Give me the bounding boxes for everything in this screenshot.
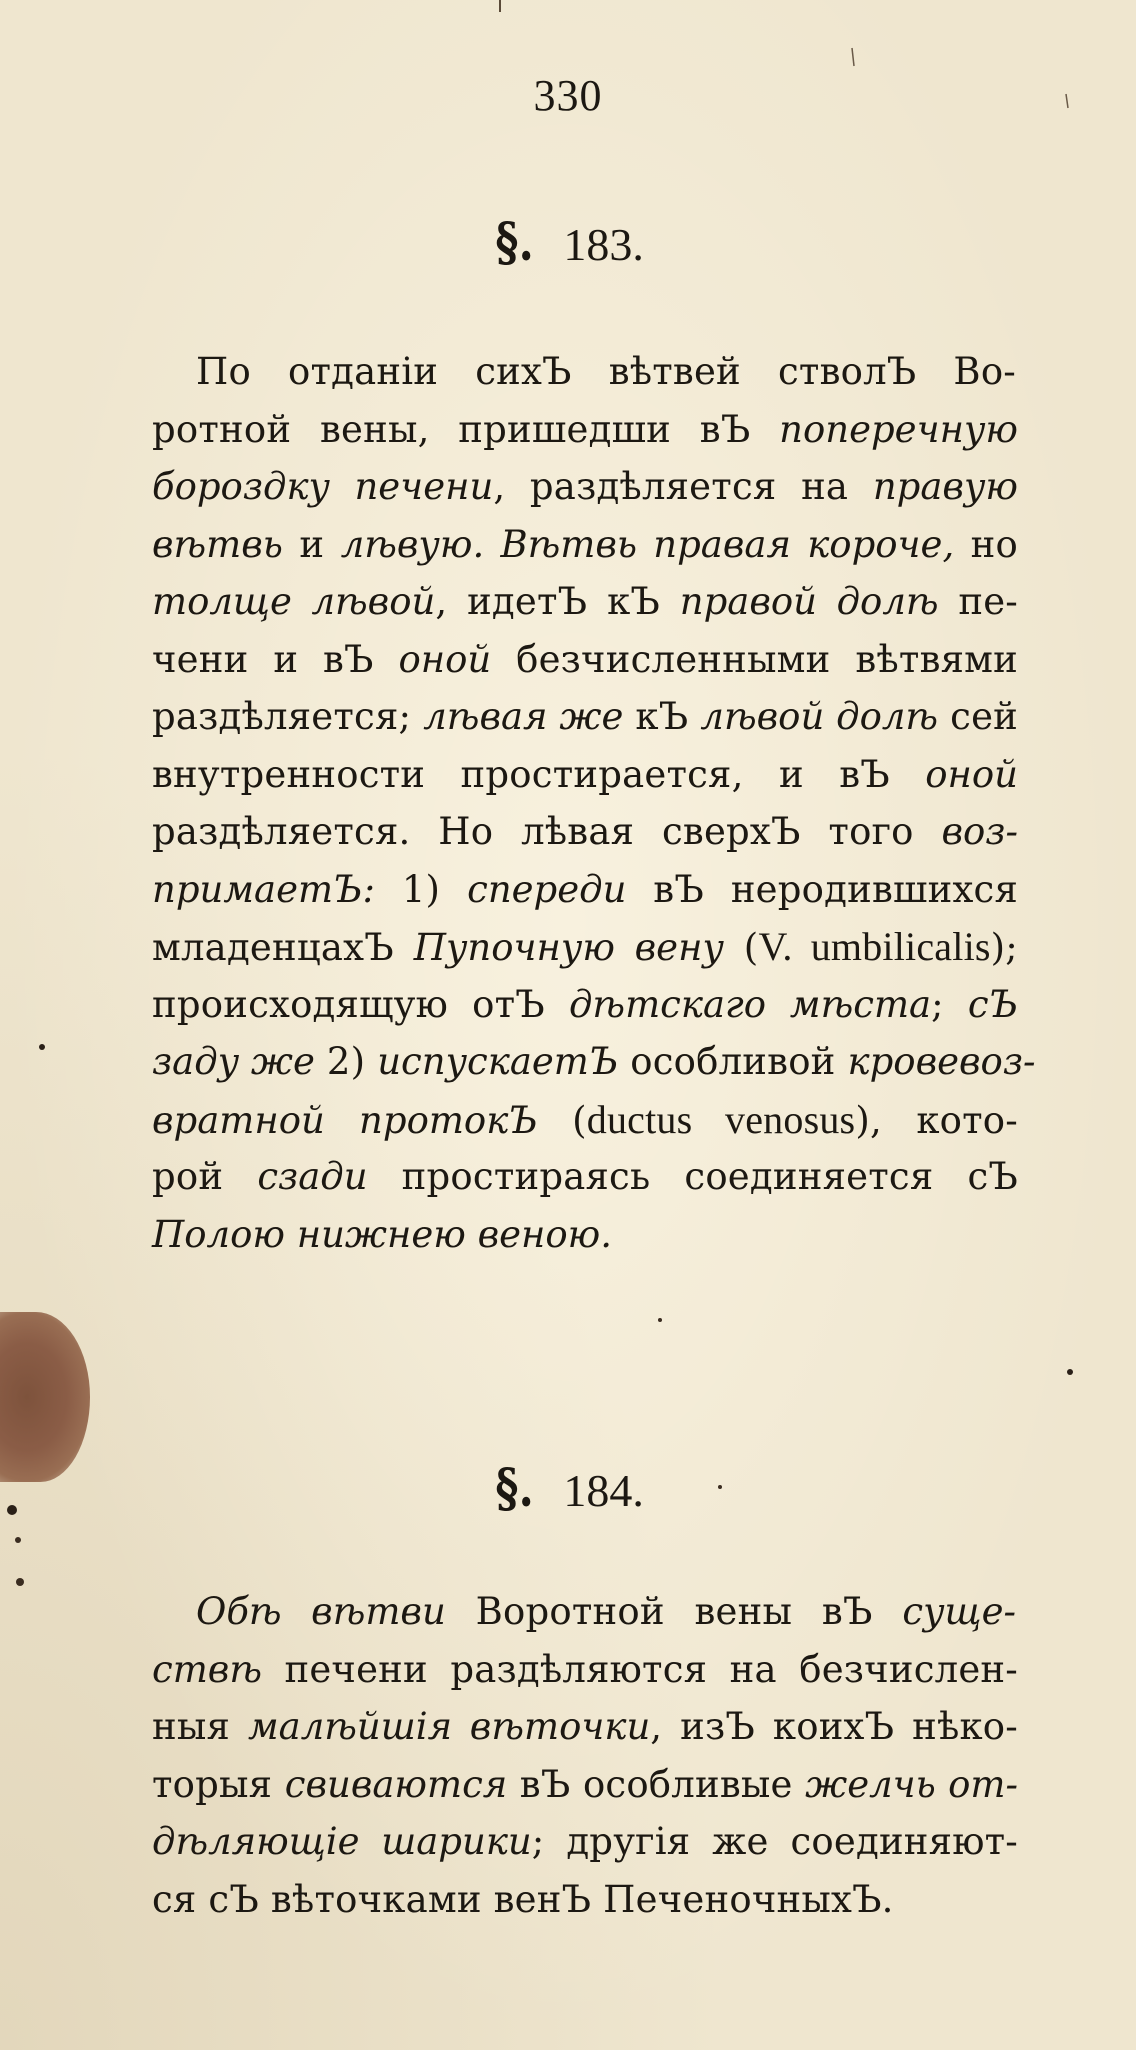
text-run: безчисленными вѣтвями bbox=[491, 637, 1018, 681]
text-line bbox=[152, 1211, 1018, 1259]
text-run: ротной вены, пришедши вЪ bbox=[152, 407, 780, 451]
text-line bbox=[152, 1038, 1036, 1086]
text-run: простираясь соединяется сЪ bbox=[367, 1155, 1018, 1198]
text-line bbox=[196, 1588, 1016, 1636]
italic-term: Пупочную вену bbox=[413, 926, 724, 969]
text-run: торыя bbox=[152, 1762, 285, 1806]
latin-term: V. umbilicalis bbox=[758, 924, 991, 969]
text-run: ныя bbox=[152, 1705, 248, 1748]
italic-term: дѣтскаго мѣста bbox=[568, 982, 932, 1026]
italic-term: сЪ bbox=[967, 982, 1018, 1026]
italic-term: поперечную bbox=[779, 407, 1018, 451]
text-run: рой bbox=[152, 1155, 258, 1198]
text-run: младенцахЪ bbox=[152, 926, 414, 969]
text-line bbox=[152, 1646, 1018, 1694]
text-run: ся сЪ вѣточками венЪ ПеченочныхЪ. bbox=[152, 1877, 894, 1921]
text-run: ; другія же соединяют- bbox=[531, 1820, 1018, 1863]
text-run: кЪ bbox=[623, 695, 701, 738]
italic-term: ствѣ bbox=[152, 1647, 262, 1691]
text-line bbox=[152, 1153, 1018, 1201]
italic-term: суще- bbox=[902, 1590, 1016, 1633]
section-number: 184. bbox=[563, 1465, 644, 1516]
paper-stain bbox=[0, 1312, 90, 1482]
italic-term: вѣтвь bbox=[152, 522, 283, 566]
italic-term: сзади bbox=[257, 1155, 368, 1198]
text-line bbox=[152, 463, 1018, 511]
text-run: ); bbox=[990, 926, 1018, 969]
italic-term: спереди bbox=[467, 867, 627, 911]
text-run: , идетЪ кЪ bbox=[435, 580, 680, 623]
text-line bbox=[196, 348, 1016, 396]
text-run: внутренности простирается, и вЪ bbox=[152, 752, 926, 796]
text-line bbox=[152, 923, 1018, 972]
italic-term: воз- bbox=[941, 810, 1018, 853]
section-sign: §. bbox=[495, 212, 534, 273]
text-line bbox=[152, 808, 1018, 856]
italic-term: примаетЪ: bbox=[152, 867, 375, 911]
text-run: сей bbox=[938, 695, 1019, 738]
italic-term: оной bbox=[925, 752, 1018, 796]
italic-term: Полою нижнею веною. bbox=[152, 1212, 612, 1256]
text-run: ; bbox=[931, 982, 968, 1026]
text-line bbox=[152, 693, 1018, 741]
text-line bbox=[152, 1876, 1018, 1924]
section-sign: §. bbox=[495, 1458, 534, 1519]
text-run: происходящую отЪ bbox=[152, 982, 569, 1026]
text-line bbox=[152, 1096, 1018, 1145]
text-run: раздѣляется. Но лѣвая сверхЪ того bbox=[152, 810, 942, 853]
italic-term: кровевоз- bbox=[847, 1040, 1036, 1083]
text-run: особливой bbox=[618, 1040, 848, 1083]
text-run: ( bbox=[537, 1098, 587, 1142]
italic-term: свиваются bbox=[284, 1762, 508, 1806]
text-run: и bbox=[282, 522, 341, 566]
text-line bbox=[152, 578, 1018, 626]
italic-term: правую bbox=[872, 465, 1018, 508]
italic-term: испускаетЪ bbox=[377, 1040, 619, 1083]
text-line bbox=[152, 751, 1018, 799]
section-number: 183. bbox=[563, 219, 644, 270]
italic-term: толще лѣвой bbox=[152, 580, 436, 623]
text-line bbox=[152, 406, 1018, 454]
text-run: 2) bbox=[314, 1040, 378, 1083]
italic-term: вратной протокЪ bbox=[152, 1098, 538, 1142]
text-run: чени и вЪ bbox=[152, 637, 399, 681]
italic-term: желчь от- bbox=[805, 1762, 1018, 1806]
text-run: раздѣляется; bbox=[152, 695, 424, 738]
text-run: ), кото- bbox=[855, 1098, 1018, 1142]
italic-term: бороздку печени bbox=[152, 465, 494, 508]
italic-term: Обѣ вѣтви bbox=[196, 1590, 446, 1633]
italic-term: оной bbox=[398, 637, 492, 681]
text-run: но bbox=[954, 522, 1018, 566]
text-run: По отданіи сихЪ вѣтвей стволЪ Во- bbox=[196, 350, 1016, 393]
text-line bbox=[152, 636, 1018, 684]
text-line bbox=[152, 521, 1018, 569]
text-run: вЪ особливые bbox=[507, 1762, 806, 1806]
section-heading-184 bbox=[0, 1458, 1136, 1519]
italic-term: лѣвой долѣ bbox=[700, 695, 939, 738]
italic-term: правой долѣ bbox=[679, 580, 939, 623]
italic-term: малѣйшія вѣточки bbox=[247, 1705, 651, 1748]
text-line bbox=[152, 1703, 1018, 1751]
italic-term: дѣляющіе шарики bbox=[152, 1820, 532, 1863]
text-run: ( bbox=[723, 926, 759, 969]
italic-term: лѣвую. Вѣтвь правая короче, bbox=[340, 522, 955, 566]
page-number: 330 bbox=[533, 71, 603, 120]
text-run: пе- bbox=[938, 580, 1019, 623]
text-run: печени раздѣляются на безчислен- bbox=[262, 1647, 1018, 1691]
italic-term: лѣвая же bbox=[423, 695, 624, 738]
text-run: 1) bbox=[374, 867, 468, 911]
text-line bbox=[152, 1818, 1018, 1866]
text-line bbox=[152, 1761, 1018, 1809]
text-line bbox=[152, 981, 1018, 1029]
italic-term: заду же bbox=[152, 1040, 315, 1083]
latin-term: ductus venosus bbox=[586, 1096, 856, 1142]
text-run: , изЪ коихЪ нѣко- bbox=[650, 1705, 1018, 1748]
text-run: вЪ неродившихся bbox=[626, 867, 1018, 911]
section-heading-183 bbox=[0, 212, 1136, 273]
text-line bbox=[152, 866, 1018, 914]
text-run: Воротной вены вЪ bbox=[445, 1590, 903, 1633]
text-run: , раздѣляется на bbox=[493, 465, 873, 508]
